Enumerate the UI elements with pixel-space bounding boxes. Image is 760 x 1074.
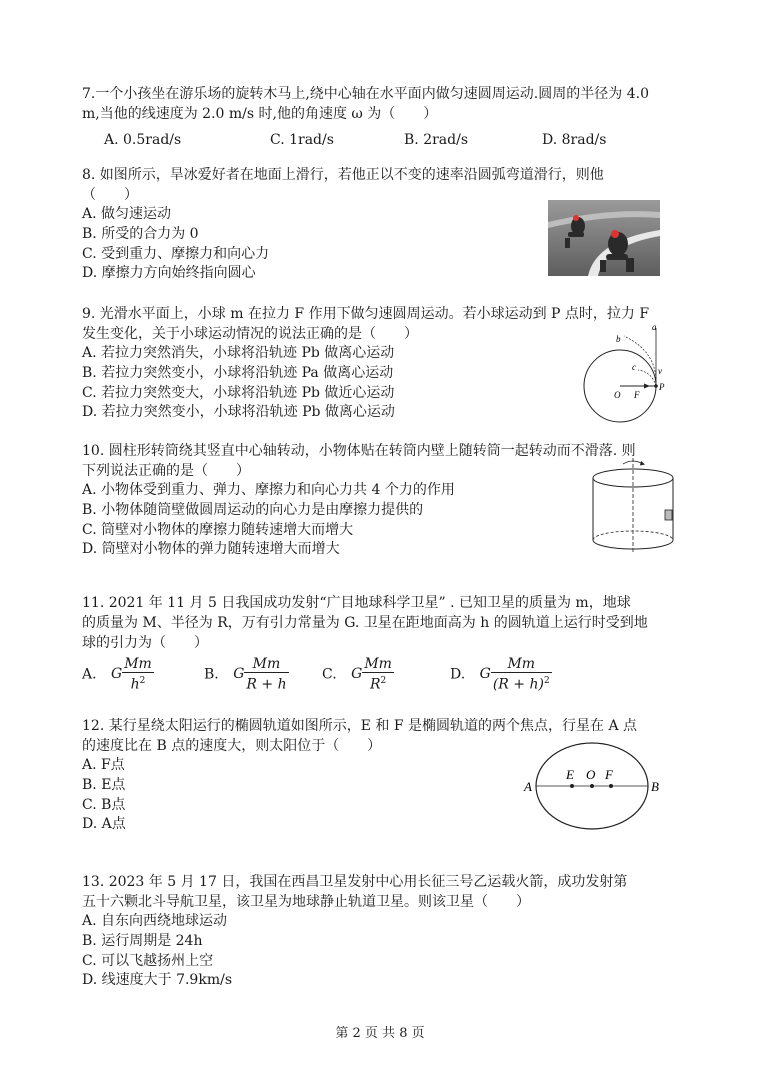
roller-skater-photo bbox=[548, 200, 660, 276]
circular-motion-diagram bbox=[578, 322, 670, 426]
label-o: O bbox=[586, 767, 596, 782]
question-9-option-b: B. 若拉力突然变小，小球将沿轨迹 Pa 做离心运动 bbox=[82, 364, 394, 381]
question-12-option-c: C. B点 bbox=[82, 796, 126, 813]
question-7-option-c: C. 1rad/s bbox=[270, 132, 334, 148]
question-11 bbox=[82, 593, 682, 653]
label-p: P bbox=[659, 382, 665, 392]
question-10-option-b: B. 小物体随筒壁做圆周运动的向心力是由摩擦力提供的 bbox=[82, 501, 424, 518]
question-10-stem-line1: 10. 圆柱形转筒绕其竖直中心轴转动，小物体贴在转筒内壁上随转筒一起转动而不滑落. 则 bbox=[82, 443, 636, 459]
question-13-stem-line2: 五十六颗北斗导航卫星，该卫星为地球静止轨道卫星。则该卫星（ ） bbox=[82, 894, 530, 910]
question-13-option-d: D. 线速度大于 7.9km/s bbox=[82, 972, 233, 989]
question-9-option-d: D. 若拉力突然变小，小球将沿轨迹 Pb 做离心运动 bbox=[82, 404, 395, 421]
numerator: Mm bbox=[124, 656, 152, 672]
denominator-exponent: 2 bbox=[380, 676, 387, 686]
label-b: b bbox=[616, 334, 621, 344]
label-o: O bbox=[614, 390, 621, 400]
denominator-exponent: 2 bbox=[139, 676, 146, 686]
question-8-stem-line1: 8. 如图所示，旱冰爱好者在地面上滑行，若他正以不变的速率沿圆弧弯道滑行，则他 bbox=[82, 167, 604, 183]
question-9-option-a: A. 若拉力突然消失，小球将沿轨迹 Pb 做离心运动 bbox=[82, 345, 395, 361]
question-7-stem-line1: 7.一个小孩坐在游乐场的旋转木马上,绕中心轴在水平面内做匀速圆周运动.圆周的半径为 4.0 bbox=[82, 86, 649, 102]
label-c: c bbox=[632, 362, 636, 372]
question-13-stem-line1: 13. 2023 年 5 月 17 日，我国在西昌卫星发射中心用长征三号乙运载火箭，成功发射第 bbox=[82, 874, 628, 890]
option-letter: B. bbox=[204, 666, 219, 683]
question-12-stem-line2: 的速度比在 B 点的速度大，则太阳位于（ ） bbox=[82, 738, 382, 754]
question-11-option-d bbox=[450, 656, 552, 693]
page-footer: 第 2 页 共 8 页 bbox=[335, 1026, 425, 1041]
question-12-stem-line1: 12. 某行星绕太阳运行的椭圆轨道如图所示，E 和 F 是椭圆轨道的两个焦点，行星在 A 点 bbox=[82, 718, 638, 734]
denominator bbox=[244, 673, 288, 693]
fraction bbox=[244, 656, 288, 693]
question-10-stem-line2: 下列说法正确的是（ ） bbox=[82, 463, 250, 479]
label-f: F bbox=[634, 390, 640, 400]
question-12-option-d: D. A点 bbox=[82, 816, 126, 833]
option-g: G bbox=[233, 666, 245, 683]
denominator-text: R bbox=[369, 676, 381, 693]
question-10-option-d: D. 筒壁对小物体的弹力随转速增大而增大 bbox=[82, 541, 340, 558]
question-13-option-a: A. 自东向西绕地球运动 bbox=[82, 913, 228, 929]
option-letter: D. bbox=[450, 666, 466, 683]
question-7-option-d: D. 8rad/s bbox=[542, 132, 607, 148]
question-11-stem-line3: 球的引力为（ ） bbox=[82, 635, 208, 651]
question-10-option-a: A. 小物体受到重力、弹力、摩擦力和向心力共 4 个力的作用 bbox=[82, 482, 455, 498]
option-letter: C. bbox=[322, 666, 337, 683]
question-11-stem-line1: 11. 2021 年 11 月 5 日我国成功发射“广目地球科学卫星” . 已知卫星的质量为 m，地球 bbox=[82, 595, 631, 611]
numerator: Mm bbox=[364, 656, 392, 672]
numerator: Mm bbox=[491, 656, 552, 673]
label-e: E bbox=[566, 767, 574, 782]
question-8-stem-line2: （ ） bbox=[82, 187, 138, 203]
question-8-option-a: A. 做匀速运动 bbox=[82, 206, 172, 222]
question-11-stem-line2: 的质量为 M、半径为 R，万有引力常量为 G. 卫星在距地面高为 h 的圆轨道上运行时受到地 bbox=[82, 615, 648, 631]
question-7 bbox=[82, 84, 682, 152]
denominator bbox=[122, 673, 154, 693]
question-7-option-b: B. 2rad/s bbox=[404, 132, 468, 148]
label-a: A bbox=[524, 779, 532, 794]
question-13-option-b: B. 运行周期是 24h bbox=[82, 932, 203, 949]
question-9-stem-line1: 9. 光滑水平面上，小球 m 在拉力 F 作用下做匀速圆周运动。若小球运动到 P 点时，拉力 F bbox=[82, 306, 650, 322]
label-v: v bbox=[658, 366, 662, 376]
question-7-option-a: A. 0.5rad/s bbox=[104, 132, 182, 148]
fraction bbox=[491, 656, 552, 693]
question-8-option-b: B. 所受的合力为 0 bbox=[82, 225, 199, 242]
question-9-option-c: C. 若拉力突然变大，小球将沿轨迹 Pb 做近心运动 bbox=[82, 384, 395, 401]
denominator-exponent: 2 bbox=[543, 676, 550, 686]
question-11-option-b bbox=[204, 656, 289, 693]
question-8-option-d: D. 摩擦力方向始终指向圆心 bbox=[82, 265, 256, 282]
denominator-text: R + h bbox=[246, 676, 287, 693]
question-8-option-c: C. 受到重力、摩擦力和向心力 bbox=[82, 245, 270, 262]
fraction bbox=[122, 656, 154, 693]
question-11-option-a bbox=[82, 656, 154, 693]
denominator bbox=[362, 673, 394, 693]
question-12-option-b: B. E点 bbox=[82, 776, 126, 793]
elliptical-orbit-diagram bbox=[520, 736, 666, 836]
option-g: G bbox=[111, 666, 123, 683]
option-g: G bbox=[479, 666, 491, 683]
question-12-option-a: A. F点 bbox=[82, 757, 125, 773]
question-11-option-c bbox=[322, 656, 394, 693]
question-10-option-c: C. 筒壁对小物体的摩擦力随转速增大而增大 bbox=[82, 521, 354, 538]
label-f: F bbox=[605, 767, 613, 782]
option-letter: A. bbox=[82, 666, 97, 683]
denominator bbox=[491, 673, 552, 693]
fraction bbox=[362, 656, 394, 693]
question-13-option-c: C. 可以飞越扬州上空 bbox=[82, 952, 214, 969]
numerator: Mm bbox=[244, 656, 288, 673]
label-b: B bbox=[651, 779, 659, 794]
rotating-cylinder-diagram bbox=[586, 456, 680, 556]
question-9-stem-line2: 发生变化，关于小球运动情况的说法正确的是（ ） bbox=[82, 326, 418, 342]
denominator-text: (R + h) bbox=[492, 676, 544, 693]
question-7-stem-line2: m,当他的线速度为 2.0 m/s 时,他的角速度 ω 为（ ） bbox=[82, 106, 438, 122]
question-11-options bbox=[82, 656, 682, 696]
question-13 bbox=[82, 872, 682, 991]
label-a: a bbox=[652, 322, 657, 332]
denominator-text: h bbox=[130, 676, 140, 693]
option-g: G bbox=[351, 666, 363, 683]
